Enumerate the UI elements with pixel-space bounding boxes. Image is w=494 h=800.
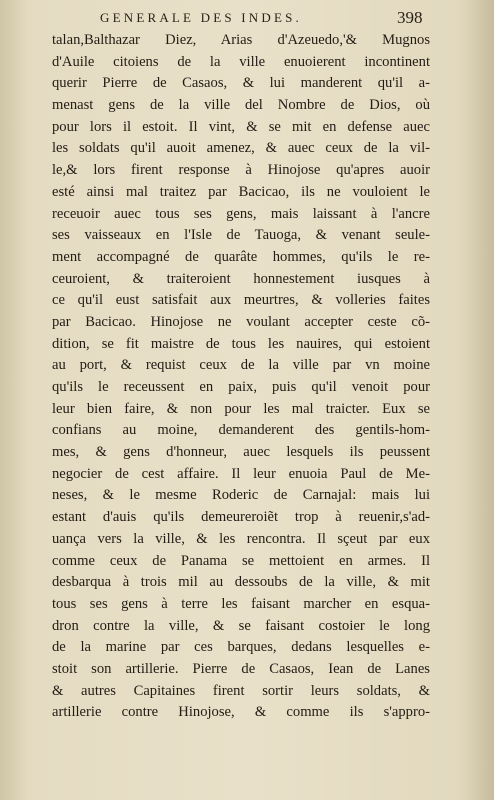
text-line: ceuroient, & traiteroient honnestement iusques à <box>52 270 430 287</box>
page-edge-shading <box>464 0 494 800</box>
running-head <box>0 8 494 30</box>
text-line: negocier de cest affaire. Il leur enuoia Paul de Me- <box>52 465 430 482</box>
text-line: au port, & requist ceux de la ville par vn moine <box>52 357 430 374</box>
text-line: talan,Balthazar Diez, Arias d'Azeuedo,'& Mugnos <box>52 32 430 48</box>
text-line: & autres Capitaines firent sortir leurs soldats, & <box>52 682 430 699</box>
text-line: neses, & le mesme Roderic de Carnajal: mais lui <box>52 487 430 504</box>
page-number: 398 <box>397 8 423 27</box>
text-line: dron contre la ville, & se faisant costoier le long <box>52 617 430 634</box>
text-line: le,& lors firent response à Hinojose qu'apres auoir <box>52 162 430 179</box>
text-line: querir Pierre de Casaos, & lui manderent qu'il a- <box>52 75 430 92</box>
text-line: mes, & gens d'honneur, auec lesquels ils peussent <box>52 444 430 461</box>
text-line: d'Auile citoiens de la ville enuoierent incontinent <box>52 53 430 70</box>
text-line: receuoir auec tous ses gens, mais laissant à l'ancre <box>52 205 430 222</box>
text-line: par Bacicao. Hinojose ne voulant accepter ceste cõ- <box>52 313 430 330</box>
text-line: esté ainsi mal traitez par Bacicao, ils ne vouloient le <box>52 183 430 200</box>
text-line: tous ses gens à terre les faisant marcher en esqua- <box>52 595 430 612</box>
text-line: pour lors il estoit. Il vint, & se mit en defense auec <box>52 118 430 135</box>
text-line: stoit son artillerie. Pierre de Casaos, Iean de Lanes <box>52 660 430 677</box>
text-line: ses vaisseaux en l'Isle de Tauoga, & venant seule- <box>52 227 430 244</box>
text-line: comme ceux de Panama se mettoient en armes. Il <box>52 552 430 569</box>
text-line: artillerie contre Hinojose, & comme ils s'appro- <box>52 704 430 721</box>
text-line: menast gens de la ville del Nombre de Dios, où <box>52 97 430 114</box>
text-line: de la marine par ces barques, dedans lesquelles e- <box>52 639 430 656</box>
text-line: leur bien faire, & non pour les mal traicter. Eux se <box>52 400 430 417</box>
text-line: les soldats qu'il auoit amenez, & auec ceux de la vil- <box>52 140 430 157</box>
text-line: dition, se fit maistre de tous les nauires, qui estoient <box>52 335 430 352</box>
text-line: qu'ils le receussent en paix, puis qu'il venoit pour <box>52 379 430 395</box>
text-line: estant d'auis qu'ils demeureroiẽt trop à reuenir,s'ad- <box>52 509 430 526</box>
body-text <box>52 30 430 724</box>
text-line: desbarqua à trois mil au dessoubs de la ville, & mit <box>52 574 430 591</box>
text-line: confians au moine, demanderent des gentils-hom- <box>52 422 430 439</box>
text-line: uança vers la ville, & les rencontra. Il sçeut par eux <box>52 530 430 547</box>
text-line: ce qu'il eust satisfait aux meurtres, & volleries faites <box>52 292 430 309</box>
text-line: ment accompagné de quarâte hommes, qu'ils le re- <box>52 248 430 265</box>
running-title: GENERALE DES INDES. <box>100 10 302 25</box>
